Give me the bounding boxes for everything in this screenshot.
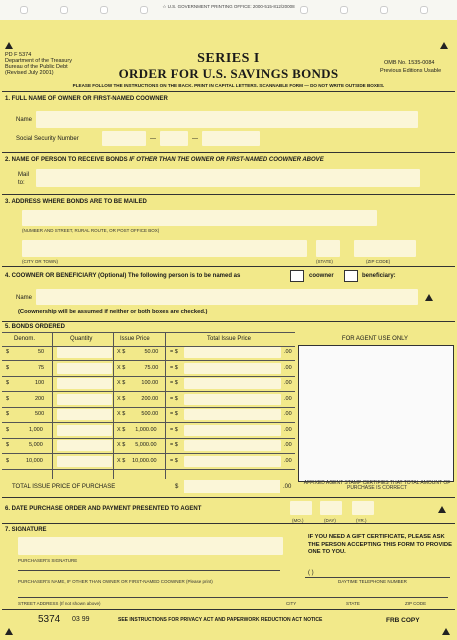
times-sign: X $ xyxy=(117,364,126,371)
agent-use-area xyxy=(298,345,454,482)
state-hint: (STATE) xyxy=(316,259,333,264)
alignment-triangle-icon xyxy=(5,628,13,635)
quantity-field[interactable] xyxy=(57,394,112,405)
coowner-label: coowner xyxy=(309,273,334,279)
section-7-title: 7. SIGNATURE xyxy=(5,527,47,533)
state-hint-7: STATE xyxy=(346,601,360,606)
issue-price: 50.00 xyxy=(144,349,159,355)
divider xyxy=(2,194,455,195)
denom-value: 1,000 xyxy=(29,426,43,433)
coowner-checkbox[interactable] xyxy=(290,270,304,282)
issue-price: 5,000.00 xyxy=(135,442,157,448)
divider xyxy=(2,152,455,153)
quantity-field[interactable] xyxy=(57,440,112,451)
ssn-part1-field[interactable] xyxy=(102,131,146,146)
address-line[interactable] xyxy=(18,597,448,598)
total-cents: .00 xyxy=(284,364,292,371)
ssn-dash: — xyxy=(192,136,198,142)
phone-area-code: ( ) xyxy=(308,570,314,576)
revised-date: (Revised July 2001) xyxy=(5,70,54,76)
bond-row xyxy=(2,361,295,377)
denom-value: 75 xyxy=(38,364,45,371)
agent-use-header: FOR AGENT USE ONLY xyxy=(298,333,452,346)
issue-price: 100.00 xyxy=(141,380,159,386)
street-hint: STREET ADDRESS (If not shown above) xyxy=(18,601,101,606)
page-title: SERIES I xyxy=(197,51,260,66)
omb-number: OMB No. 1535-0084 xyxy=(384,60,435,66)
coownership-note: (Coownership will be assumed if neither or both boxes are checked.) xyxy=(18,309,208,315)
issue-price: 75.00 xyxy=(144,364,159,371)
bond-row xyxy=(2,423,295,439)
ssn-part3-field[interactable] xyxy=(202,131,260,146)
signature-hint: PURCHASER'S SIGNATURE xyxy=(18,558,78,563)
zip-hint: (ZIP CODE) xyxy=(366,259,391,264)
times-sign: X $ xyxy=(117,380,126,386)
phone-line[interactable] xyxy=(305,577,450,578)
times-sign: X $ xyxy=(117,411,126,417)
total-cents: .00 xyxy=(284,395,292,402)
divider xyxy=(2,609,455,610)
denom-dollar: $ xyxy=(6,457,10,464)
privacy-note: SEE INSTRUCTIONS FOR PRIVACY ACT AND PAPERWORK REDUCTION ACT NOTICE xyxy=(118,617,323,623)
section-4-title: 4. COOWNER OR BENEFICIARY (Optional) The following person is to be named as xyxy=(5,273,241,279)
total-price-field[interactable] xyxy=(184,409,281,420)
owner-name-field[interactable] xyxy=(36,111,418,128)
divider xyxy=(2,321,455,322)
section-5-title: 5. BONDS ORDERED xyxy=(5,324,66,330)
bond-row xyxy=(2,376,295,392)
col-quantity: Quantity xyxy=(70,336,93,342)
name-label: Name xyxy=(16,117,33,123)
denom-dollar: $ xyxy=(6,349,10,355)
page-subtitle: ORDER FOR U.S. SAVINGS BONDS xyxy=(118,66,339,81)
ssn-dash: — xyxy=(150,136,156,142)
issue-price: 200.00 xyxy=(141,395,159,402)
total-cents: .00 xyxy=(284,457,292,464)
month-hint: (MO.) xyxy=(292,518,304,523)
zip-hint-7: ZIP CODE xyxy=(405,601,427,606)
perforated-strip xyxy=(0,0,457,20)
equals-sign: = $ xyxy=(170,349,178,355)
alignment-triangle-icon xyxy=(438,506,446,513)
recipient-name-field[interactable] xyxy=(36,169,420,187)
previous-editions: Previous Editions Usable xyxy=(380,68,442,74)
equals-sign: = $ xyxy=(170,411,178,417)
copy-label: FRB COPY xyxy=(386,617,420,624)
col-denom: Denom. xyxy=(14,336,36,342)
city-field[interactable] xyxy=(22,240,307,257)
state-field[interactable] xyxy=(316,240,340,257)
section-6-title: 6. DATE PURCHASE ORDER AND PAYMENT PRESENTED TO AGENT xyxy=(5,506,202,512)
coowner-name-field[interactable] xyxy=(36,289,418,305)
purchaser-name-hint: PURCHASER'S NAME, IF OTHER THAN OWNER OR FIRST-NAMED COOWNER (Please print) xyxy=(18,579,213,584)
denom-dollar: $ xyxy=(6,395,10,402)
gift-certificate-note: IF YOU NEED A GIFT CERTIFICATE, PLEASE ASK THE PERSON ACCEPTING THIS FORM TO PROVIDE ONE TO YOU. xyxy=(308,534,452,555)
city-hint: (CITY OR TOWN) xyxy=(22,259,58,264)
section-1-title: 1. FULL NAME OF OWNER OR FIRST-NAMED COOWNER xyxy=(5,96,168,102)
alignment-triangle-icon xyxy=(442,628,450,635)
department: Department of the Treasury xyxy=(5,58,72,64)
instructions: PLEASE FOLLOW THE INSTRUCTIONS ON THE BACK. PRINT IN CAPITAL LETTERS. SCANNABLE FORM — DO NOT WRITE OUTSIDE BOXES. xyxy=(72,83,385,88)
denom-value: 100 xyxy=(35,380,45,386)
section-2-title xyxy=(5,157,324,163)
equals-sign: = $ xyxy=(170,380,178,386)
total-cents: .00 xyxy=(284,426,292,433)
denom-value: 5,000 xyxy=(29,442,43,448)
alignment-triangle-icon xyxy=(440,42,448,49)
bureau: Bureau of the Public Debt xyxy=(5,64,68,70)
total-cents: .00 xyxy=(283,484,292,490)
alignment-triangle-icon xyxy=(425,294,433,301)
total-price-field[interactable] xyxy=(184,378,281,389)
section-2-title-b: IF OTHER THAN THE OWNER OR FIRST-NAMED COOWNER ABOVE xyxy=(129,157,324,163)
issue-price: 500.00 xyxy=(141,411,159,417)
quantity-field[interactable] xyxy=(57,378,112,389)
denom-dollar: $ xyxy=(6,380,10,386)
divider xyxy=(2,91,455,92)
purchaser-name-line[interactable] xyxy=(18,570,280,571)
denom-value: 50 xyxy=(38,349,45,355)
mail-label: Mail xyxy=(18,172,30,178)
times-sign: X $ xyxy=(117,426,126,433)
equals-sign: = $ xyxy=(170,426,178,433)
beneficiary-checkbox[interactable] xyxy=(344,270,358,282)
total-cents: .00 xyxy=(284,380,292,386)
equals-sign: = $ xyxy=(170,442,178,448)
times-sign: X $ xyxy=(117,395,126,402)
col-total-issue-price: Total Issue Price xyxy=(207,336,252,342)
total-cents: .00 xyxy=(284,442,292,448)
equals-sign: = $ xyxy=(170,364,178,371)
denom-value: 10,000 xyxy=(26,457,43,464)
times-sign: X $ xyxy=(117,457,126,464)
signature-field[interactable] xyxy=(18,537,283,555)
street-address-hint: (NUMBER AND STREET, RURAL ROUTE, OR POST OFFICE BOX) xyxy=(22,228,160,233)
phone-hint: DAYTIME TELEPHONE NUMBER xyxy=(338,579,407,584)
day-hint: (DAY) xyxy=(324,518,336,523)
denom-value: 500 xyxy=(35,411,45,417)
quantity-field[interactable] xyxy=(57,347,112,358)
divider xyxy=(2,266,455,267)
times-sign: X $ xyxy=(117,349,126,355)
form-number: PD F 5374 xyxy=(5,52,32,58)
quantity-field[interactable] xyxy=(57,409,112,420)
footer-date: 03 99 xyxy=(72,616,90,623)
bond-row xyxy=(2,438,295,454)
total-price-field[interactable] xyxy=(184,440,281,451)
beneficiary-label: beneficiary: xyxy=(362,273,396,279)
ssn-label: Social Security Number xyxy=(16,136,79,142)
total-price-field[interactable] xyxy=(184,425,281,436)
zip-field[interactable] xyxy=(354,240,416,257)
section-2-title-a: 2. NAME OF PERSON TO RECEIVE BONDS xyxy=(5,157,130,163)
total-cents: .00 xyxy=(284,411,292,417)
bond-row xyxy=(2,407,295,423)
total-label: TOTAL ISSUE PRICE OF PURCHASE xyxy=(12,484,116,490)
divider xyxy=(2,497,455,498)
agent-stamp-note: AFFIXED AGENT STAMP CERTIFIES THAT TOTAL AMOUNT OF PURCHASE IS CORRECT xyxy=(303,480,451,491)
bond-row xyxy=(2,345,295,361)
alignment-triangle-icon xyxy=(5,42,13,49)
quantity-field[interactable] xyxy=(57,456,112,467)
city-hint-7: CITY xyxy=(286,601,297,606)
year-hint: (YR.) xyxy=(356,518,367,523)
coowner-name-label: Name xyxy=(16,295,33,301)
divider xyxy=(2,523,455,524)
col-issue-price: Issue Price xyxy=(120,336,150,342)
total-amount-field[interactable] xyxy=(184,480,280,493)
bond-row xyxy=(2,392,295,408)
bond-row xyxy=(2,454,295,470)
issue-price: 10,000.00 xyxy=(132,457,157,464)
denom-dollar: $ xyxy=(6,411,10,417)
quantity-field[interactable] xyxy=(57,363,112,374)
footer-form-number: 5374 xyxy=(38,614,61,625)
quantity-field[interactable] xyxy=(57,425,112,436)
ssn-part2-field[interactable] xyxy=(160,131,188,146)
denom-dollar: $ xyxy=(6,426,10,433)
mail-to-label: to: xyxy=(18,180,25,186)
total-price-field[interactable] xyxy=(184,456,281,467)
equals-sign: = $ xyxy=(170,395,178,402)
total-dollar-sign: $ xyxy=(175,484,179,490)
day-field[interactable] xyxy=(320,501,342,515)
denom-value: 200 xyxy=(35,395,45,402)
section-3-title: 3. ADDRESS WHERE BONDS ARE TO BE MAILED xyxy=(5,199,147,205)
street-address-field[interactable] xyxy=(22,210,377,226)
total-price-field[interactable] xyxy=(184,394,281,405)
month-field[interactable] xyxy=(290,501,312,515)
gpo-line: ☆ U.S. GOVERNMENT PRINTING OFFICE: 2000-515-812/20008 xyxy=(162,4,295,9)
equals-sign: = $ xyxy=(170,457,178,464)
total-price-field[interactable] xyxy=(184,347,281,358)
total-price-field[interactable] xyxy=(184,363,281,374)
denom-dollar: $ xyxy=(6,442,10,448)
times-sign: X $ xyxy=(117,442,126,448)
issue-price: 1,000.00 xyxy=(135,426,157,433)
total-cents: .00 xyxy=(284,349,292,355)
denom-dollar: $ xyxy=(6,364,10,371)
year-field[interactable] xyxy=(352,501,374,515)
